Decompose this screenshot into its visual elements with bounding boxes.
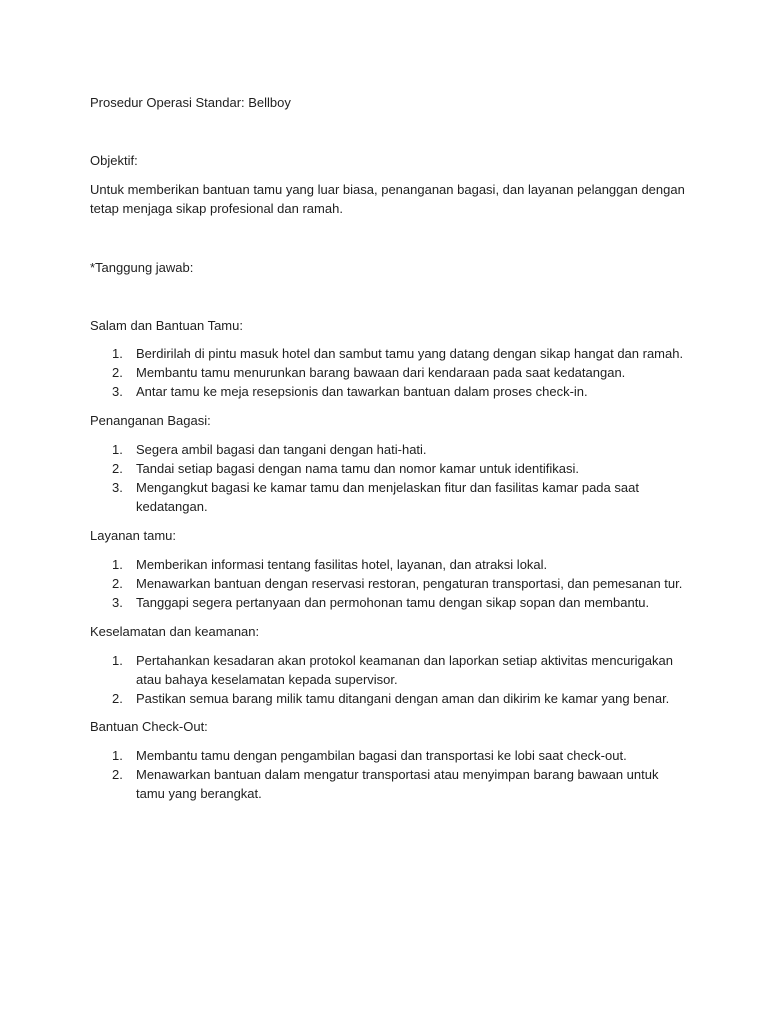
section-heading: Layanan tamu: [90, 528, 177, 543]
objective-line: Untuk memberikan bantuan tamu yang luar biasa, penanganan bagasi, dan layanan pelanggan dengan [90, 182, 685, 197]
list-item: 2. Tandai setiap bagasi dengan nama tamu dan nomor kamar untuk identifikasi. [112, 461, 579, 476]
list-item: 1. Pertahankan kesadaran akan protokol keamanan dan laporkan setiap aktivitas mencurigakan atau bahaya keselamatan kepada supervisor. [112, 653, 673, 687]
list-item: 2. Pastikan semua barang milik tamu ditangani dengan aman dan dikirim ke kamar yang benar. [112, 691, 670, 706]
document-title: Prosedur Operasi Standar: Bellboy [90, 95, 291, 110]
objective-paragraph [90, 180, 685, 218]
list-item: 3. Antar tamu ke meja resepsionis dan tawarkan bantuan dalam proses check-in. [112, 384, 588, 399]
section-heading: Bantuan Check-Out: [90, 719, 208, 734]
section-heading: Salam dan Bantuan Tamu: [90, 318, 243, 333]
list-item: 1. Membantu tamu dengan pengambilan bagasi dan transportasi ke lobi saat check-out. [112, 748, 627, 763]
list-item: 1. Segera ambil bagasi dan tangani dengan hati-hati. [112, 442, 427, 457]
list-item: 2. Membantu tamu menurunkan barang bawaan dari kendaraan pada saat kedatangan. [112, 365, 626, 380]
section-list [90, 651, 680, 708]
section-list [90, 440, 680, 516]
responsibility-heading: *Tanggung jawab: [90, 260, 194, 275]
list-item: 1. Berdirilah di pintu masuk hotel dan sambut tamu yang datang dengan sikap hangat dan ramah. [112, 346, 684, 361]
list-item: 2. Menawarkan bantuan dalam mengatur transportasi atau menyimpan barang bawaan untuk tamu yang berangkat. [112, 767, 659, 801]
list-item: 1. Memberikan informasi tentang fasilitas hotel, layanan, dan atraksi lokal. [112, 557, 548, 572]
section-heading: Penanganan Bagasi: [90, 413, 211, 428]
objective-line: tetap menjaga sikap profesional dan ramah. [90, 201, 343, 216]
list-item: 3. Mengangkut bagasi ke kamar tamu dan menjelaskan fitur dan fasilitas kamar pada saat kedatangan. [112, 480, 639, 514]
objective-heading: Objektif: [90, 153, 138, 168]
section-list [90, 344, 684, 401]
section-list [90, 555, 683, 612]
list-item: 3. Tanggapi segera pertanyaan dan permohonan tamu dengan sikap sopan dan membantu. [112, 595, 650, 610]
section-list [90, 746, 680, 803]
list-item: 2. Menawarkan bantuan dengan reservasi restoran, pengaturan transportasi, dan pemesanan tur. [112, 576, 683, 591]
section-heading: Keselamatan dan keamanan: [90, 624, 260, 639]
